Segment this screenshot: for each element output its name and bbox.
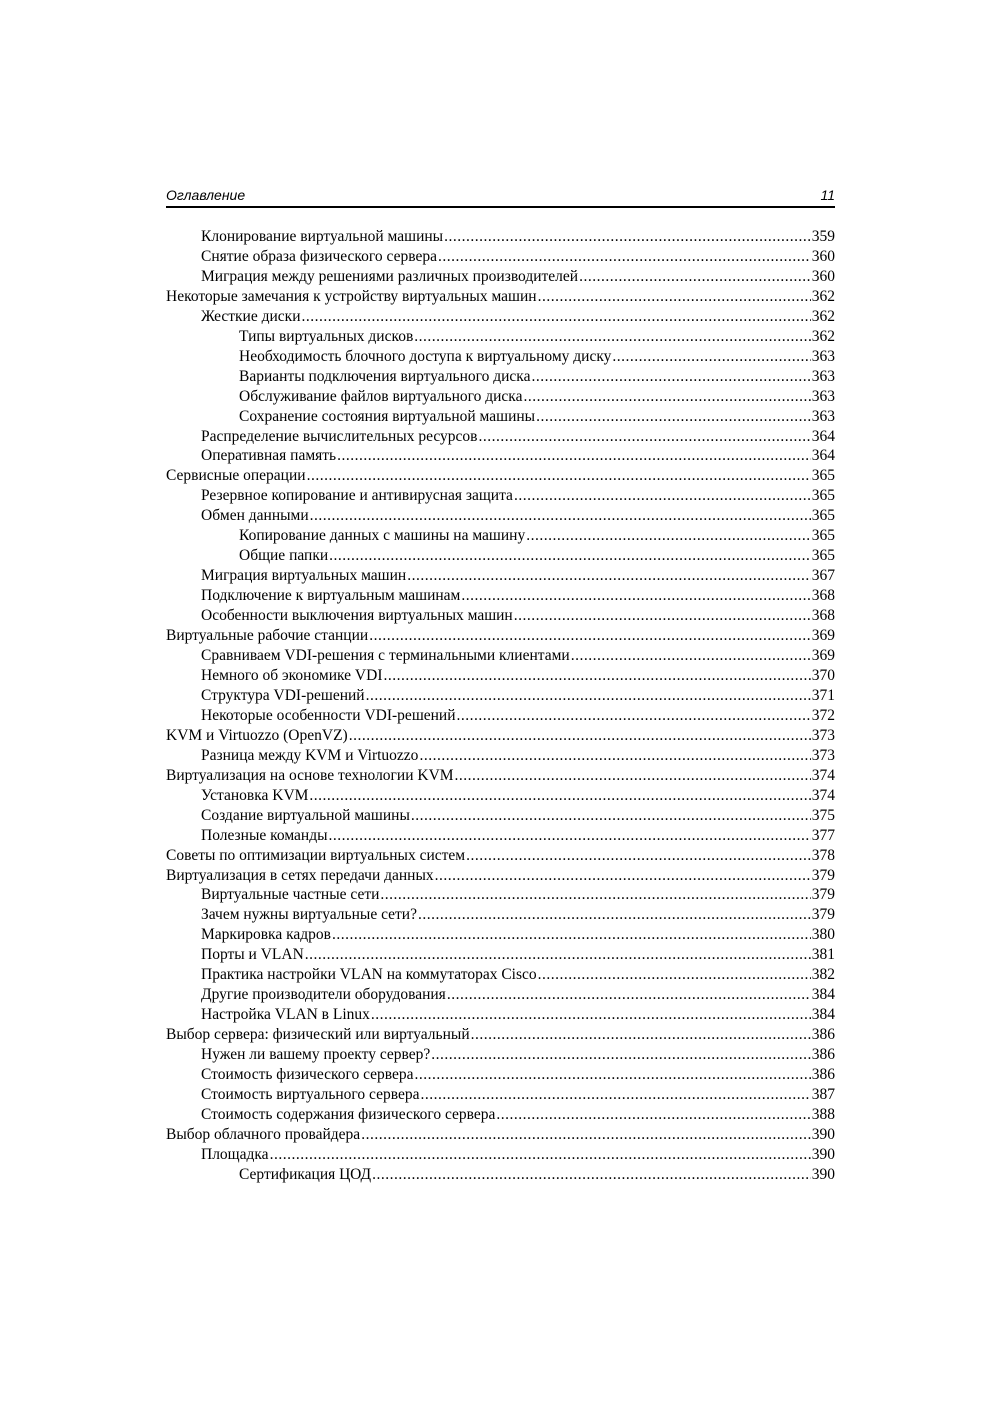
toc-entry <box>166 746 835 766</box>
toc-entry-title: Стоимость содержания физического сервера <box>201 1105 496 1123</box>
toc-entry-page: 369 <box>811 647 835 665</box>
toc-entry-title: Обмен данными <box>201 507 309 525</box>
leader-dots <box>466 846 811 866</box>
toc-entry <box>166 806 835 826</box>
toc-entry-title: Практика настройки VLAN на коммутаторах Cisco <box>201 966 537 984</box>
toc-entry <box>166 646 835 666</box>
toc-entry-title: Сертификация ЦОД <box>239 1165 372 1183</box>
leader-dots <box>369 626 811 646</box>
toc-entry-page: 367 <box>811 567 835 585</box>
leader-dots <box>361 1125 811 1145</box>
leader-dots <box>307 466 811 486</box>
toc-entry <box>166 367 835 387</box>
toc-entry-title: Сервисные операции <box>166 467 306 485</box>
toc-entry <box>166 666 835 686</box>
leader-dots <box>349 726 811 746</box>
toc-entry-title: Распределение вычислительных ресурсов <box>201 427 478 445</box>
toc-entry-title: Варианты подключения виртуального диска <box>239 367 531 385</box>
toc-entry-page: 363 <box>811 407 835 425</box>
leader-dots <box>471 1025 811 1045</box>
toc-entry-title: Стоимость виртуального сервера <box>201 1085 420 1103</box>
leader-dots <box>415 1065 811 1085</box>
leader-dots <box>579 267 811 287</box>
toc-entry-page: 382 <box>811 966 835 984</box>
toc-entry-title: Структура VDI-решений <box>201 686 365 704</box>
leader-dots <box>383 666 810 686</box>
toc-entry-page: 365 <box>811 547 835 565</box>
toc-entry-page: 378 <box>811 846 835 864</box>
toc-entry <box>166 526 835 546</box>
toc-entry-page: 379 <box>811 866 835 884</box>
toc-entry-page: 365 <box>811 507 835 525</box>
leader-dots <box>380 885 810 905</box>
toc-entry-page: 387 <box>811 1085 835 1103</box>
toc-entry-page: 373 <box>811 726 835 744</box>
toc-entry-page: 384 <box>811 986 835 1004</box>
toc-entry-page: 374 <box>811 786 835 804</box>
toc-entry-page: 381 <box>811 946 835 964</box>
toc-entry-page: 368 <box>811 587 835 605</box>
toc-entry-page: 380 <box>811 926 835 944</box>
toc-entry <box>166 247 835 267</box>
toc-entry <box>166 1045 835 1065</box>
toc-entry-title: Маркировка кадров <box>201 926 331 944</box>
toc-entry <box>166 1165 835 1185</box>
toc-entry-title: KVM и Virtuozzo (OpenVZ) <box>166 726 348 744</box>
toc-entry-title: Общие папки <box>239 547 329 565</box>
toc-entry <box>166 267 835 287</box>
leader-dots <box>309 786 810 806</box>
toc-entry-title: Выбор сервера: физический или виртуальный <box>166 1026 470 1044</box>
page-number: 11 <box>820 187 835 203</box>
toc-entry-title: Настройка VLAN в Linux <box>201 1006 370 1024</box>
leader-dots <box>420 1085 810 1105</box>
leader-dots <box>536 407 811 427</box>
leader-dots <box>447 985 811 1005</box>
leader-dots <box>431 1045 810 1065</box>
toc-entry <box>166 566 835 586</box>
toc-entry-page: 377 <box>811 826 835 844</box>
toc-entry-page: 386 <box>811 1026 835 1044</box>
toc-entry <box>166 1005 835 1025</box>
toc-entry-title: Советы по оптимизации виртуальных систем <box>166 846 466 864</box>
leader-dots <box>407 566 811 586</box>
toc-entry <box>166 1025 835 1045</box>
header-title: Оглавление <box>166 187 246 203</box>
toc-entry <box>166 546 835 566</box>
leader-dots <box>411 806 811 826</box>
leader-dots <box>414 327 810 347</box>
toc-entry-title: Выбор облачного провайдера <box>166 1125 361 1143</box>
toc-entry-title: Миграция между решениями различных производителей <box>201 267 579 285</box>
toc-entry-page: 364 <box>811 447 835 465</box>
leader-dots <box>329 546 811 566</box>
toc-entry-title: Нужен ли вашему проекту сервер? <box>201 1046 431 1064</box>
toc-entry <box>166 347 835 367</box>
toc-entry-title: Немного об экономике VDI <box>201 666 383 684</box>
toc-entry-page: 372 <box>811 706 835 724</box>
toc-entry-title: Порты и VLAN <box>201 946 304 964</box>
leader-dots <box>419 746 810 766</box>
toc-entry-page: 379 <box>811 906 835 924</box>
toc-entry-title: Установка KVM <box>201 786 309 804</box>
toc-entry <box>166 427 835 447</box>
toc-entry <box>166 846 835 866</box>
toc-entry-title: Площадка <box>201 1145 269 1163</box>
toc-entry-page: 379 <box>811 886 835 904</box>
toc-entry-title: Виртуальные рабочие станции <box>166 627 369 645</box>
leader-dots <box>526 526 811 546</box>
toc-entry-page: 363 <box>811 387 835 405</box>
toc-entry-title: Обслуживание файлов виртуального диска <box>239 387 523 405</box>
leader-dots <box>479 427 811 447</box>
leader-dots <box>612 347 810 367</box>
toc-entry-page: 365 <box>811 527 835 545</box>
toc-entry-title: Некоторые замечания к устройству виртуальных машин <box>166 287 537 305</box>
leader-dots <box>329 826 811 846</box>
leader-dots <box>435 866 811 886</box>
leader-dots <box>461 586 810 606</box>
toc-entry <box>166 626 835 646</box>
toc-entry <box>166 786 835 806</box>
toc-entry-title: Полезные команды <box>201 826 328 844</box>
toc-entry-title: Копирование данных с машины на машину <box>239 527 526 545</box>
toc-entry-title: Создание виртуальной машины <box>201 806 410 824</box>
toc-entry-page: 362 <box>811 307 835 325</box>
toc-entry <box>166 1145 835 1165</box>
toc-entry-page: 384 <box>811 1006 835 1024</box>
leader-dots <box>496 1105 810 1125</box>
toc-entry <box>166 287 835 307</box>
toc-entry <box>166 1105 835 1125</box>
toc-entry <box>166 407 835 427</box>
leader-dots <box>305 945 811 965</box>
toc-entry-page: 390 <box>811 1165 835 1183</box>
toc-entry-page: 360 <box>811 247 835 265</box>
toc-entry-page: 369 <box>811 627 835 645</box>
toc-entry-title: Некоторые особенности VDI-решений <box>201 706 456 724</box>
toc-entry-title: Виртуализация в сетях передачи данных <box>166 866 434 884</box>
leader-dots <box>444 227 811 247</box>
toc-entry-title: Виртуальные частные сети <box>201 886 380 904</box>
toc-entry-page: 362 <box>811 287 835 305</box>
toc-entry-page: 371 <box>811 686 835 704</box>
toc-entry <box>166 945 835 965</box>
leader-dots <box>514 486 811 506</box>
toc-entry-title: Типы виртуальных дисков <box>239 327 414 345</box>
leader-dots <box>438 247 811 267</box>
toc-entry <box>166 327 835 347</box>
leader-dots <box>366 686 811 706</box>
toc-entry-page: 364 <box>811 427 835 445</box>
toc-entry-page: 386 <box>811 1046 835 1064</box>
toc-entry <box>166 446 835 466</box>
leader-dots <box>418 905 811 925</box>
running-header <box>166 186 835 208</box>
toc-entry-page: 362 <box>811 327 835 345</box>
toc-entry <box>166 985 835 1005</box>
leader-dots <box>538 287 811 307</box>
toc-entry-page: 390 <box>811 1145 835 1163</box>
toc-entry-page: 375 <box>811 806 835 824</box>
toc-entry-page: 386 <box>811 1066 835 1084</box>
toc-entry <box>166 965 835 985</box>
toc-entry-title: Зачем нужны виртуальные сети? <box>201 906 417 924</box>
toc-entry-title: Жесткие диски <box>201 307 301 325</box>
toc-entry-page: 363 <box>811 367 835 385</box>
leader-dots <box>523 387 810 407</box>
table-of-contents <box>166 227 835 1185</box>
leader-dots <box>514 606 811 626</box>
toc-entry <box>166 387 835 407</box>
toc-entry <box>166 826 835 846</box>
leader-dots <box>531 367 810 387</box>
toc-entry-title: Сравниваем VDI-решения с терминальными клиентами <box>201 647 570 665</box>
leader-dots <box>371 1005 811 1025</box>
toc-entry-page: 368 <box>811 607 835 625</box>
toc-entry <box>166 606 835 626</box>
toc-entry-title: Подключение к виртуальным машинам <box>201 587 461 605</box>
toc-entry-title: Клонирование виртуальной машины <box>201 228 444 245</box>
leader-dots <box>457 706 811 726</box>
toc-entry <box>166 1065 835 1085</box>
toc-entry <box>166 486 835 506</box>
toc-entry-title: Другие производители оборудования <box>201 986 446 1004</box>
toc-entry-title: Оперативная память <box>201 447 337 465</box>
toc-entry-title: Необходимость блочного доступа к виртуальному диску <box>239 347 612 365</box>
toc-entry <box>166 706 835 726</box>
toc-entry <box>166 925 835 945</box>
toc-entry <box>166 885 835 905</box>
leader-dots <box>372 1165 811 1185</box>
toc-entry-page: 359 <box>811 228 835 245</box>
toc-entry <box>166 227 835 247</box>
toc-entry-title: Сохранение состояния виртуальной машины <box>239 407 536 425</box>
leader-dots <box>455 766 811 786</box>
toc-entry-title: Виртуализация на основе технологии KVM <box>166 766 454 784</box>
leader-dots <box>310 506 811 526</box>
toc-entry-page: 374 <box>811 766 835 784</box>
toc-entry <box>166 307 835 327</box>
toc-entry-page: 363 <box>811 347 835 365</box>
leader-dots <box>538 965 811 985</box>
toc-entry <box>166 586 835 606</box>
toc-entry <box>166 766 835 786</box>
toc-entry-title: Миграция виртуальных машин <box>201 567 407 585</box>
toc-entry-title: Стоимость физического сервера <box>201 1066 414 1084</box>
toc-entry <box>166 466 835 486</box>
toc-entry-page: 365 <box>811 467 835 485</box>
toc-entry-title: Снятие образа физического сервера <box>201 247 437 265</box>
toc-entry <box>166 1085 835 1105</box>
toc-entry-page: 360 <box>811 267 835 285</box>
leader-dots <box>332 925 811 945</box>
toc-entry <box>166 726 835 746</box>
toc-entry <box>166 866 835 886</box>
leader-dots <box>571 646 811 666</box>
toc-entry-title: Резервное копирование и антивирусная защита <box>201 487 513 505</box>
toc-entry-title: Особенности выключения виртуальных машин <box>201 607 513 625</box>
toc-entry <box>166 506 835 526</box>
leader-dots <box>302 307 811 327</box>
toc-entry <box>166 686 835 706</box>
toc-entry-page: 365 <box>811 487 835 505</box>
toc-entry <box>166 1125 835 1145</box>
leader-dots <box>337 446 811 466</box>
toc-entry-page: 390 <box>811 1125 835 1143</box>
toc-entry-page: 373 <box>811 746 835 764</box>
toc-entry-title: Разница между KVM и Virtuozzo <box>201 746 419 764</box>
toc-entry <box>166 905 835 925</box>
leader-dots <box>270 1145 811 1165</box>
toc-entry-page: 388 <box>811 1105 835 1123</box>
toc-entry-page: 370 <box>811 666 835 684</box>
